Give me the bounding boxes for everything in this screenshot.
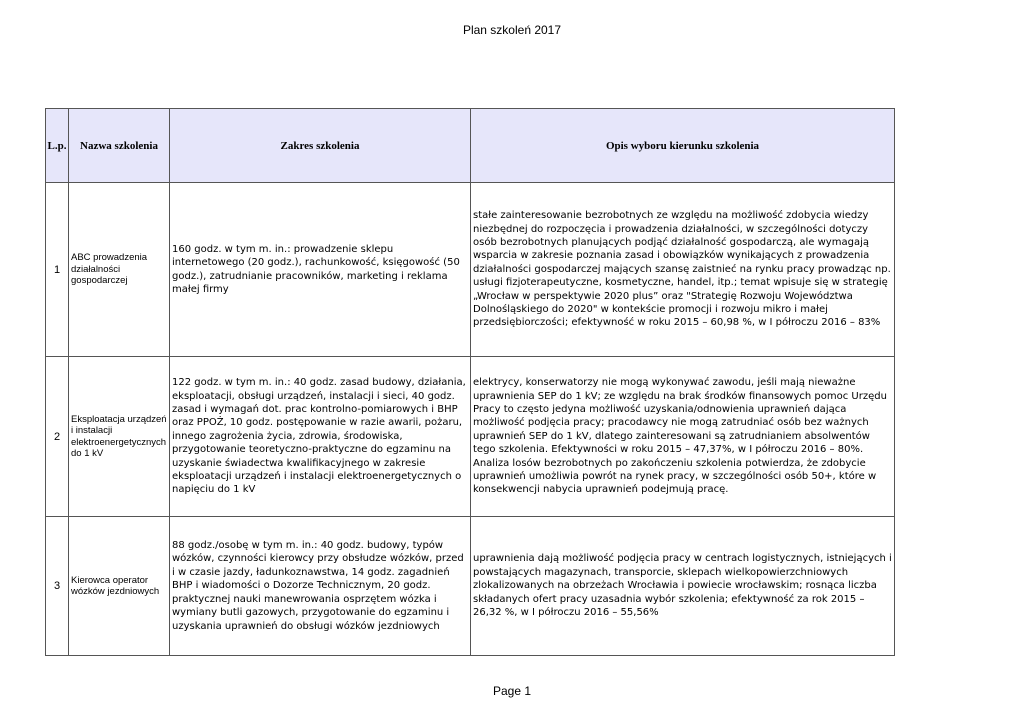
table-row <box>46 357 895 517</box>
header-row <box>46 109 895 183</box>
row-description: uprawnienia dają możliwość podjęcia pracy w centrach logistycznych, istniejących i powstających magazynach, transporcie, sklepach wielkopowierzchniowych zlokalizowanych na obrzeżach Wrocławia i powiecie wrocławskim; rosnąca liczba składanych ofert pracy uzasadnia wybór szkolenia; efektywność za rok 2015 – 26,32 %, w I półroczu 2016 – 55,56% <box>471 517 895 656</box>
header-name: Nazwa szkolenia <box>69 109 170 183</box>
row-scope: 122 godz. w tym m. in.: 40 godz. zasad budowy, działania, eksploatacji, obsługi urządzeń, instalacji i sieci, 40 godz. zasad i wymagań dot. prac kontrolno-pomiarowych i BHP oraz PPOŻ, 10 godz. postępowanie w razie awarii, pożaru, innego zagrożenia życia, zdrowia, środowiska, przygotowanie teoretyczno-praktyczne do egzaminu na uzyskanie świadectwa kwalifikacyjnego w zakresie eksploatacji urządzeń i instalacji elektroenergetycznych o napięciu do 1 kV <box>170 357 471 517</box>
header-lp: L.p. <box>46 109 69 183</box>
page-footer: Page 1 <box>492 684 532 698</box>
page-title: Plan szkoleń 2017 <box>462 23 562 37</box>
header-scope: Zakres szkolenia <box>170 109 471 183</box>
row-scope: 88 godz./osobę w tym m. in.: 40 godz. budowy, typów wózków, czynności kierowcy przy obsłudze wózków, przed i w czasie jazdy, ładunkoznawstwa, 14 godz. zagadnień BHP i wiadomości o Dozorze Technicznym, 20 godz. praktycznej nauki manewrowania osprzętem wózka i wymiany butli gazowych, przygotowanie do egzaminu i uzyskania uprawnień do obsługi wózków jezdniowych <box>170 517 471 656</box>
row-lp: 3 <box>46 517 69 656</box>
table-row <box>46 183 895 357</box>
row-scope: 160 godz. w tym m. in.: prowadzenie sklepu internetowego (20 godz.), rachunkowość, księgowość (50 godz.), zatrudnianie pracowników, marketing i reklama małej firmy <box>170 183 471 357</box>
row-description: stałe zainteresowanie bezrobotnych ze względu na możliwość zdobycia wiedzy niezbędnej do rozpoczęcia i prowadzenia działalności, w szczególności dotyczy osób bezrobotnych planujących podjąć działalność gospodarczą, ale wymagają wsparcia w zakresie poznania zasad i obowiązków wynikających z prowadzenia działalności gospodarczej mających szansę zaistnieć na rynku pracy prowadząc np. usługi fizjoterapeutyczne, kosmetyczne, handel, itp.; temat wpisuje się w strategię „Wrocław w perspektywie 2020 plus” oraz "Strategię Rozwoju Województwa Dolnośląskiego do 2020" w kontekście promocji i rozwoju mikro i małej przedsiębiorczości; efektywność w roku 2015 – 60,98 %, w I półroczu 2016 – 83% <box>471 183 895 357</box>
row-name: Eksploatacja urządzeń i instalacji elektroenergetycznych do 1 kV <box>69 357 170 517</box>
header-description: Opis wyboru kierunku szkolenia <box>471 109 895 183</box>
table-row <box>46 517 895 656</box>
row-name: ABC prowadzenia działalności gospodarczej <box>69 183 170 357</box>
row-description: elektrycy, konserwatorzy nie mogą wykonywać zawodu, jeśli mają nieważne uprawnienia SEP do 1 kV; ze względu na brak środków finansowych pomoc Urzędu Pracy to często jedyna możliwość uzyskania/odnowienia uprawnień dająca możliwość podjęcia pracy; pracodawcy nie mogą zatrudniać osób bez ważnych uprawnień SEP do 1 kV, dlatego zainteresowani są zatrudnianiem absolwentów tego szkolenia. Efektywności w roku 2015 – 47,37%, w I półroczu 2016 – 80%. Analiza losów bezrobotnych po zakończeniu szkolenia potwierdza, że zdobycie uprawnień umożliwia powrót na rynek pracy, w szczególności osób 50+, które w konsekwencji nabycia uprawnień podejmują pracę. <box>471 357 895 517</box>
row-lp: 1 <box>46 183 69 357</box>
row-name: Kierowca operator wózków jezdniowych <box>69 517 170 656</box>
training-plan-table <box>45 108 895 656</box>
row-lp: 2 <box>46 357 69 517</box>
